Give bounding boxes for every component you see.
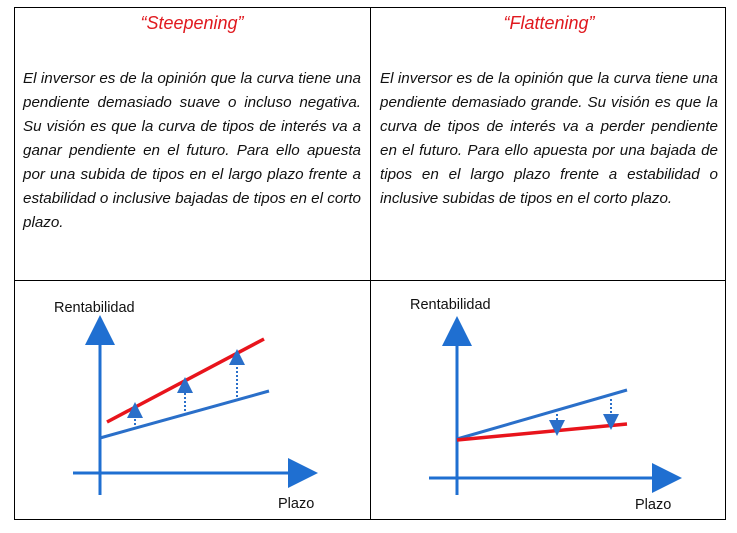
steepening-title: “Steepening” bbox=[140, 13, 244, 33]
y-axis-label: Rentabilidad bbox=[54, 300, 135, 316]
steepening-diagram bbox=[15, 281, 370, 521]
flattening-diagram bbox=[371, 281, 727, 521]
x-axis-label: Plazo bbox=[278, 496, 315, 512]
comparison-table bbox=[14, 7, 726, 520]
flattening-svg bbox=[371, 281, 727, 521]
x-axis-label: Plazo bbox=[635, 497, 672, 513]
flattening-cell bbox=[371, 8, 727, 280]
steepening-svg bbox=[15, 281, 370, 521]
flattening-title: “Flattening” bbox=[503, 13, 595, 33]
y-axis-label: Rentabilidad bbox=[410, 297, 491, 313]
flattening-description: El inversor es de la opinión que la curva tiene una pendiente demasiado grande. Su visión es que la curva de tipos de interés va a perder pendiente en el futuro. Para ello apuesta por una bajada de tipos en el largo plazo frente a estabilidad o inclusive subidas de tipos en el corto plazo. bbox=[380, 70, 718, 207]
steepening-cell bbox=[15, 8, 370, 280]
steepening-description: El inversor es de la opinión que la curva tiene una pendiente demasiado suave o incluso negativa. Su visión es que la curva de tipos de interés va a ganar pendiente en el futuro. Para ello apuesta por una subida de tipos en el largo plazo frente a estabilidad o inclusive bajadas de tipos en el corto plazo. bbox=[23, 70, 361, 231]
